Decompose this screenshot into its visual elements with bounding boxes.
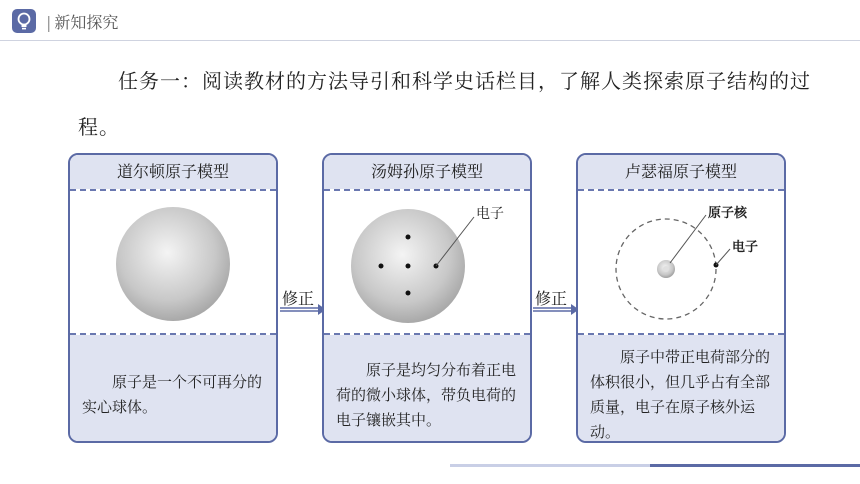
rutherford-model-illustration	[578, 191, 784, 333]
arrow-right-icon	[280, 304, 326, 316]
footer-decoration	[450, 464, 650, 467]
dalton-model-card	[68, 153, 278, 443]
card-title: 汤姆孙原子模型	[324, 155, 530, 189]
thomson-model-card	[322, 153, 532, 443]
section-title: | 新知探究	[46, 13, 119, 32]
electron-label: 电子	[732, 240, 759, 255]
card-description: 原子是均匀分布着正电荷的微小球体，带负电荷的电子镶嵌其中。	[324, 335, 530, 443]
nucleus-label: 原子核	[708, 206, 748, 221]
task-text: 任务一：阅读教材的方法导引和科学史话栏目，了解人类探索原子结构的过程。	[78, 69, 811, 139]
revision-arrow	[533, 286, 579, 320]
arrow-right-icon	[533, 304, 579, 316]
footer-decoration	[650, 464, 860, 467]
card-description: 原子是一个不可再分的实心球体。	[70, 335, 276, 443]
arrow-label: 修正	[282, 289, 315, 308]
arrow-label: 修正	[535, 289, 568, 308]
electron-label: 电子	[476, 206, 504, 222]
dalton-model-illustration	[70, 191, 276, 333]
revision-arrow	[280, 286, 326, 320]
card-title: 卢瑟福原子模型	[578, 155, 784, 189]
card-title: 道尔顿原子模型	[70, 155, 276, 189]
header	[0, 0, 860, 42]
thomson-model-illustration	[324, 191, 530, 333]
rutherford-model-card	[576, 153, 786, 443]
lightbulb-icon	[12, 9, 36, 33]
header-divider	[0, 40, 860, 41]
card-description: 原子中带正电荷部分的体积很小，但几乎占有全部质量，电子在原子核外运动。	[578, 335, 784, 443]
